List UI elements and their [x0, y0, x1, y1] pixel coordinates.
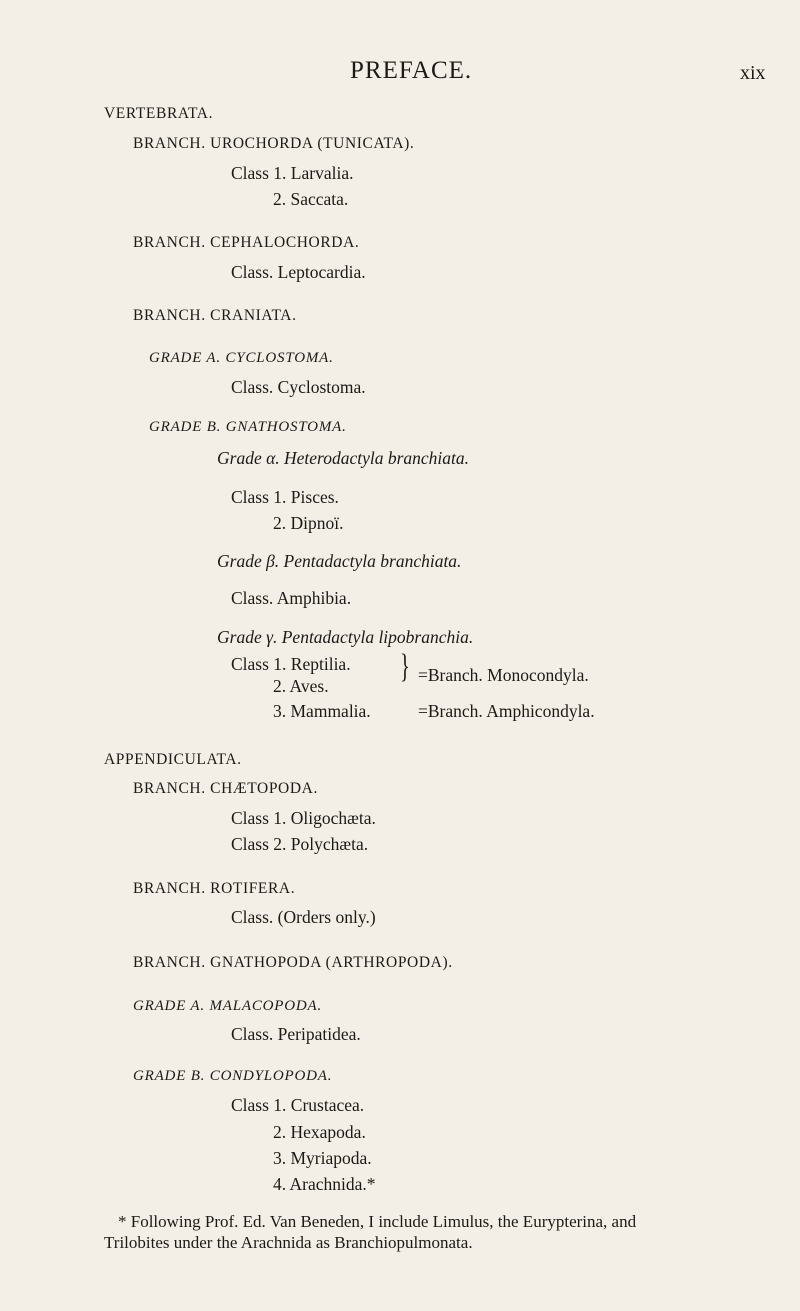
grade-gamma: Grade γ. Pentadactyla lipobranchia. — [217, 627, 474, 647]
class-arachnida: 4. Arachnida.* — [273, 1174, 376, 1194]
footnote-line-1: * Following Prof. Ed. Van Beneden, I include Limulus, the Eurypterina, and — [118, 1212, 637, 1231]
class-hexapoda: 2. Hexapoda. — [273, 1122, 366, 1142]
branch-urochorda: BRANCH. UROCHORDA (TUNICATA). — [133, 135, 415, 152]
class-larvalia: Class 1. Larvalia. — [231, 163, 354, 183]
grade-alpha: Grade α. Heterodactyla branchiata. — [217, 448, 470, 468]
class-myriapoda: 3. Myriapoda. — [273, 1148, 372, 1168]
branch-rotifera: BRANCH. ROTIFERA. — [133, 880, 296, 897]
footnote-line-2: Trilobites under the Arachnida as Branchiopulmonata. — [104, 1233, 473, 1252]
class-crustacea: Class 1. Crustacea. — [231, 1095, 365, 1115]
grade-b-condylopoda: GRADE B. CONDYLOPODA. — [133, 1068, 333, 1084]
grade-a-malacopoda: GRADE A. MALACOPODA. — [133, 998, 323, 1014]
class-peripatidea: Class. Peripatidea. — [231, 1024, 361, 1044]
vertebrata-heading: VERTEBRATA. — [104, 105, 214, 122]
class-oligochaeta: Class 1. Oligochæta. — [231, 808, 376, 828]
class-pisces: Class 1. Pisces. — [231, 487, 339, 507]
class-rotifera-orders: Class. (Orders only.) — [231, 907, 376, 927]
class-cyclostoma: Class. Cyclostoma. — [231, 377, 366, 397]
class-reptilia: Class 1. Reptilia. — [231, 654, 351, 674]
branch-gnathopoda: BRANCH. GNATHOPODA (ARTHROPODA). — [133, 954, 453, 971]
appendiculata-heading: APPENDICULATA. — [104, 751, 242, 768]
class-dipnoi: 2. Dipnoï. — [273, 513, 344, 533]
class-leptocardia: Class. Leptocardia. — [231, 262, 366, 282]
branch-craniata: BRANCH. CRANIATA. — [133, 307, 297, 324]
page-title: PREFACE. — [350, 57, 473, 84]
branch-cephalochorda: BRANCH. CEPHALOCHORDA. — [133, 234, 360, 251]
class-polychaeta: Class 2. Polychæta. — [231, 834, 369, 854]
class-saccata: 2. Saccata. — [273, 189, 349, 209]
class-amphibia: Class. Amphibia. — [231, 588, 352, 608]
class-aves: 2. Aves. — [273, 676, 329, 696]
brace: } — [400, 648, 410, 685]
grade-b-gnathostoma: GRADE B. GNATHOSTOMA. — [149, 419, 347, 435]
branch-chaetopoda: BRANCH. CHÆTOPODA. — [133, 780, 318, 797]
class-mammalia: 3. Mammalia. — [273, 701, 371, 721]
grade-beta: Grade β. Pentadactyla branchiata. — [217, 551, 462, 571]
branch-monocondyla: =Branch. Monocondyla. — [418, 665, 589, 685]
branch-amphicondyla: =Branch. Amphicondyla. — [418, 701, 595, 721]
page-number: xix — [740, 62, 766, 84]
grade-a-cyclostoma: GRADE A. CYCLOSTOMA. — [149, 350, 334, 366]
